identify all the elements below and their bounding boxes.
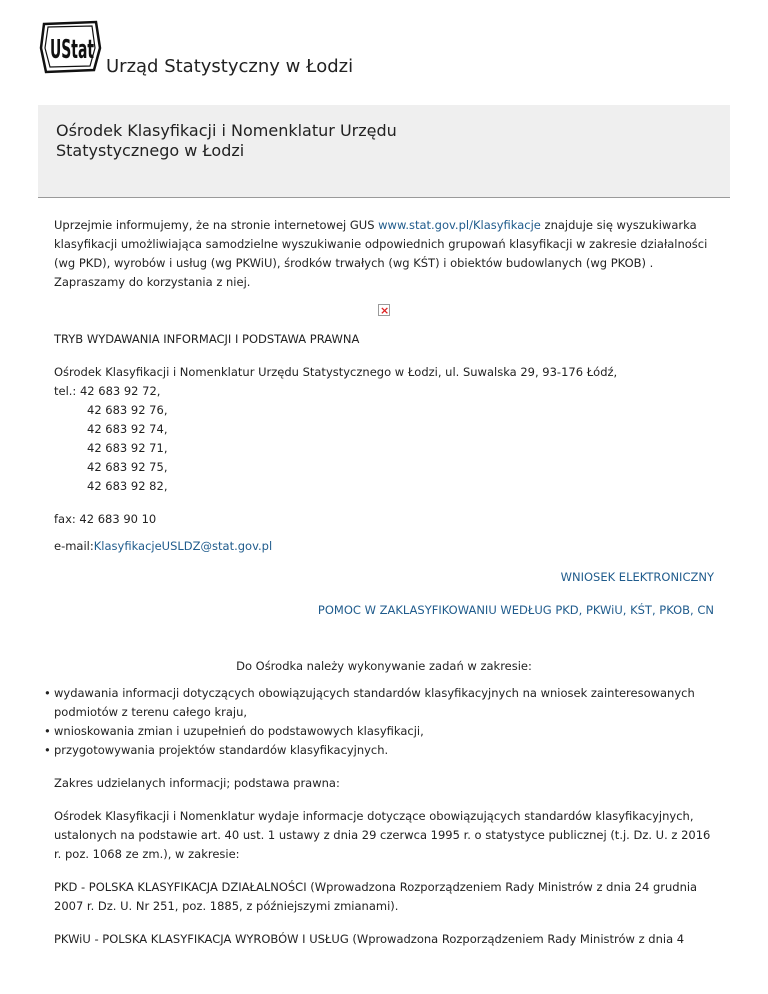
classification-help-link[interactable]: POMOC W ZAKLASYFIKOWANIU WEDŁUG PKD, PKWiU, KŚT, PKOB, CN: [317, 603, 714, 617]
section-title: TRYB WYDAWANIA INFORMACJI I PODSTAWA PRAWNA: [54, 332, 360, 346]
list-item: • wnioskowania zmian i uzupełnień do podstawowych klasyfikacji,: [44, 722, 714, 741]
classification-help-row: [54, 601, 714, 620]
list-item: • przygotowywania projektów standardów klasyfikacyjnych.: [44, 741, 714, 760]
page-title: Ośrodek Klasyfikacji i Nomenklatur Urzędu Statystycznego w Łodzi: [56, 121, 397, 160]
scope-text: Ośrodek Klasyfikacji i Nomenklatur wydaje informacje dotyczące obowiązujących standardów klasyfikacyjnych, ustalonych na podstawie art. 40 ust. 1 ustawy z dnia 29 czerwca 1995 r. o statystyce publicznej (t.j. Dz. U. z 2016 r. poz. 1068 ze zm.), w zakresie:: [54, 809, 711, 861]
list-item: • wydawania informacji dotyczących obowiązujących standardów klasyfikacyjnych na wniosek zainteresowanych podmiotów z terenu całego kraju,: [44, 684, 714, 722]
intro-text-start: Uprzejmie informujemy, że na stronie internetowej GUS: [54, 218, 379, 232]
intro-text-end: znajduje się wyszukiwarka klasyfikacji umożliwiająca samodzielne wyszukiwanie odpowiednich grupowań klasyfikacji w zakresie działalności (wg PKD), wyrobów i usług (wg PKWiU), środków trwałych (wg KŚT) i obiektów budowlanych (wg PKOB) . Zapraszamy do korzystania z niej.: [54, 218, 708, 289]
pkwiu-text: PKWiU - POLSKA KLASYFIKACJA WYROBÓW I USŁUG (Wprowadzona Rozporządzeniem Rady Ministrów z dnia 4: [54, 932, 685, 946]
email-label: e-mail:: [54, 539, 94, 553]
email-line: [54, 537, 714, 556]
intro-paragraph: [54, 216, 714, 292]
phone-item: 42 683 92 82,: [87, 479, 168, 493]
page-banner: [38, 105, 730, 198]
contact-address: Ośrodek Klasyfikacji i Nomenklatur Urzędu Statystycznego w Łodzi, ul. Suwalska 29, 93-176 Łódź,: [54, 365, 618, 379]
main-content: [54, 216, 714, 949]
phone-item: 42 683 92 76,: [87, 403, 168, 417]
page-header: [38, 18, 738, 78]
tasks-heading: Do Ośrodka należy wykonywanie zadań w zakresie:: [236, 659, 532, 673]
ustat-logo-icon[interactable]: [38, 18, 104, 74]
phone-list: [54, 382, 714, 496]
tasks-list: [54, 684, 714, 760]
site-name[interactable]: Urząd Statystyczny w Łodzi: [106, 56, 354, 77]
broken-image-icon: ×: [380, 304, 390, 317]
logo-text: UStat: [50, 35, 94, 65]
phone-item: 42 683 92 71,: [87, 441, 168, 455]
email-link[interactable]: KlasyfikacjeUSLDZ@stat.gov.pl: [93, 539, 273, 553]
electronic-request-row: [54, 568, 714, 587]
fax-number: fax: 42 683 90 10: [54, 512, 157, 526]
klasyfikacje-link[interactable]: www.stat.gov.pl/Klasyfikacje: [378, 218, 541, 232]
pkd-text: PKD - POLSKA KLASYFIKACJA DZIAŁALNOŚCI (Wprowadzona Rozporządzeniem Rady Ministrów z dnia 24 grudnia 2007 r. Dz. U. Nr 251, poz. 1885, z późniejszymi zmianami).: [54, 880, 698, 913]
electronic-request-link[interactable]: WNIOSEK ELEKTRONICZNY: [560, 570, 714, 584]
phone-item: 42 683 92 75,: [87, 460, 168, 474]
scope-heading: Zakres udzielanych informacji; podstawa prawna:: [54, 776, 340, 790]
phone-item: tel.: 42 683 92 72,: [54, 384, 161, 398]
phone-item: 42 683 92 74,: [87, 422, 168, 436]
